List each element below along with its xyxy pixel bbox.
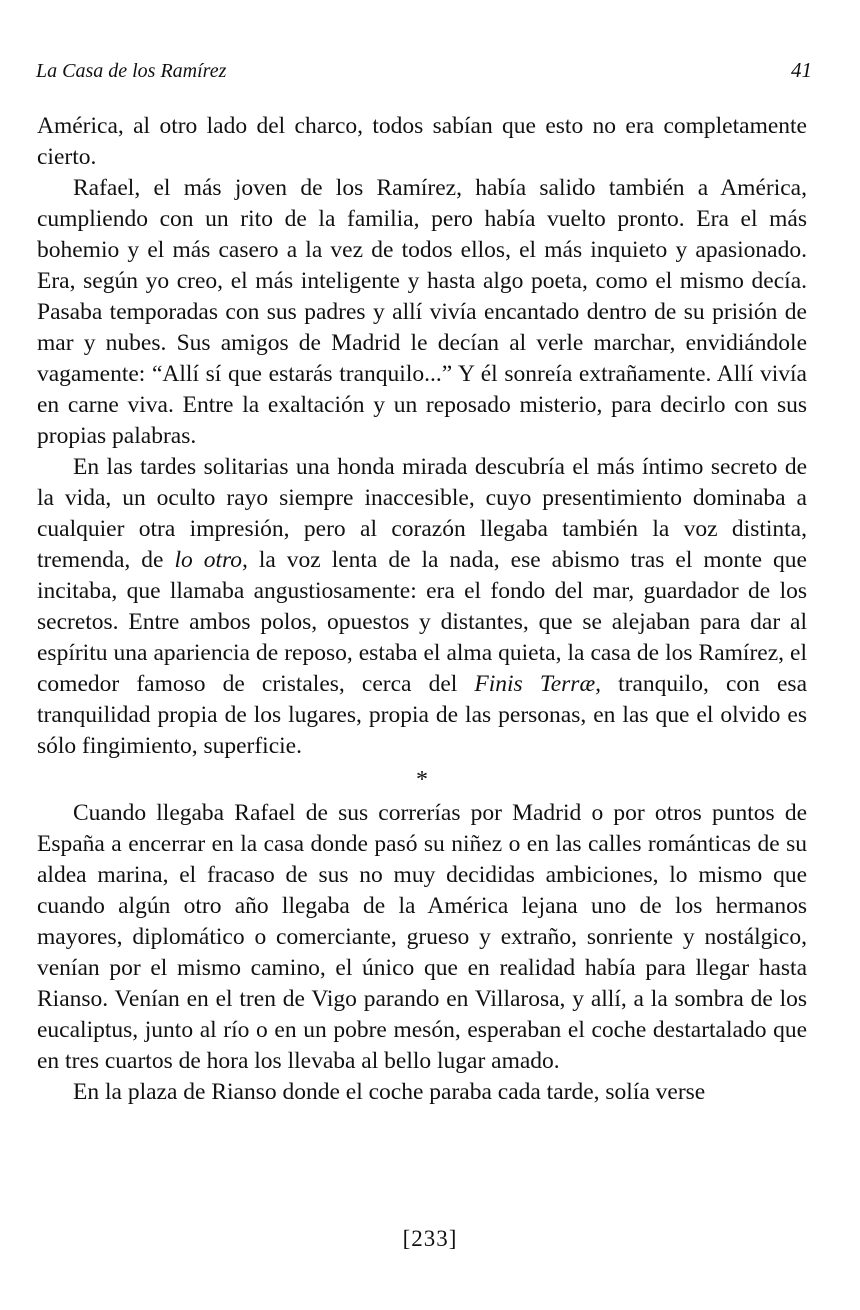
page-number: 41 [791, 58, 812, 82]
paragraph [37, 452, 807, 762]
text-run: América, al otro lado del charco, todos sabían que esto no era completamente cierto. [37, 113, 807, 170]
text-run: En la plaza de Rianso donde el coche paraba cada tarde, solía verse [73, 1079, 706, 1105]
text-run: Cuando llegaba Rafael de sus correrías por Madrid o por otros puntos de España a encerrar en la casa donde pasó su niñez o en las calles románticas de su aldea marina, el fracaso de sus no muy decididas ambiciones, lo mismo que cuando algún otro año llegaba de la América lejana uno de los hermanos mayores, diplomático o comerciante, grueso y extraño, sonriente y nostálgico, venían por el mismo camino, el único que en realidad había para llegar hasta Rianso. Venían en el tren de Vigo parando en Villarosa, y allí, a la sombra de los eucaliptus, junto al río o en un pobre mesón, esperaban el coche destartalado que en tres cuartos de hora los llevaba al bello lugar amado. [37, 800, 807, 1074]
paragraph [37, 798, 807, 1077]
text-run: la voz lenta de la nada, ese abismo tras el monte que incitaba, que llamaba angustiosamente: era el fondo del mar, guardador de los secretos. Entre ambos polos, opuestos y distantes, que se alejaban para dar al espíritu una apariencia de reposo, estaba el alma quieta, la casa de los Ramírez, el comedor famoso de cristales, cerca del [37, 547, 807, 697]
italic-text: Finis Terræ, [474, 671, 601, 697]
text-run: tranquilo, con esa tranquilidad propia de los lugares, propia de las personas, en las que el olvido es sólo fingimiento, superficie. [37, 671, 807, 759]
running-header [36, 58, 812, 86]
italic-text: lo otro, [174, 547, 248, 573]
text-run: En las tardes solitarias una honda mirada descubría el más íntimo secreto de la vida, un oculto rayo siempre inaccesible, cuyo presentimiento dominaba a cualquier otra impresión, pero al corazón llegaba también la voz distinta, tremenda, de [37, 454, 807, 573]
running-title: La Casa de los Ramírez [36, 60, 227, 82]
section-break-ornament: * [416, 767, 428, 793]
paragraph [37, 1077, 807, 1108]
folio-number: [233] [402, 1226, 458, 1251]
body-text [37, 111, 807, 1108]
paragraph [37, 173, 807, 452]
paragraph [37, 111, 807, 173]
text-run: Rafael, el más joven de los Ramírez, había salido también a América, cumpliendo con un rito de la familia, pero había vuelto pronto. Era el más bohemio y el más casero a la vez de todos ellos, el más inquieto y apasionado. Era, según yo creo, el más inteligente y hasta algo poeta, como el mismo decía. Pasaba temporadas con sus padres y allí vivía encantado dentro de su prisión de mar y nubes. Sus amigos de Madrid le decían al verle marchar, envidiándole vagamente: “Allí sí que estarás tranquilo...” Y él sonreía extrañamente. Allí vivía en carne viva. Entre la exaltación y un reposado misterio, para decirlo con sus propias palabras. [37, 175, 807, 449]
